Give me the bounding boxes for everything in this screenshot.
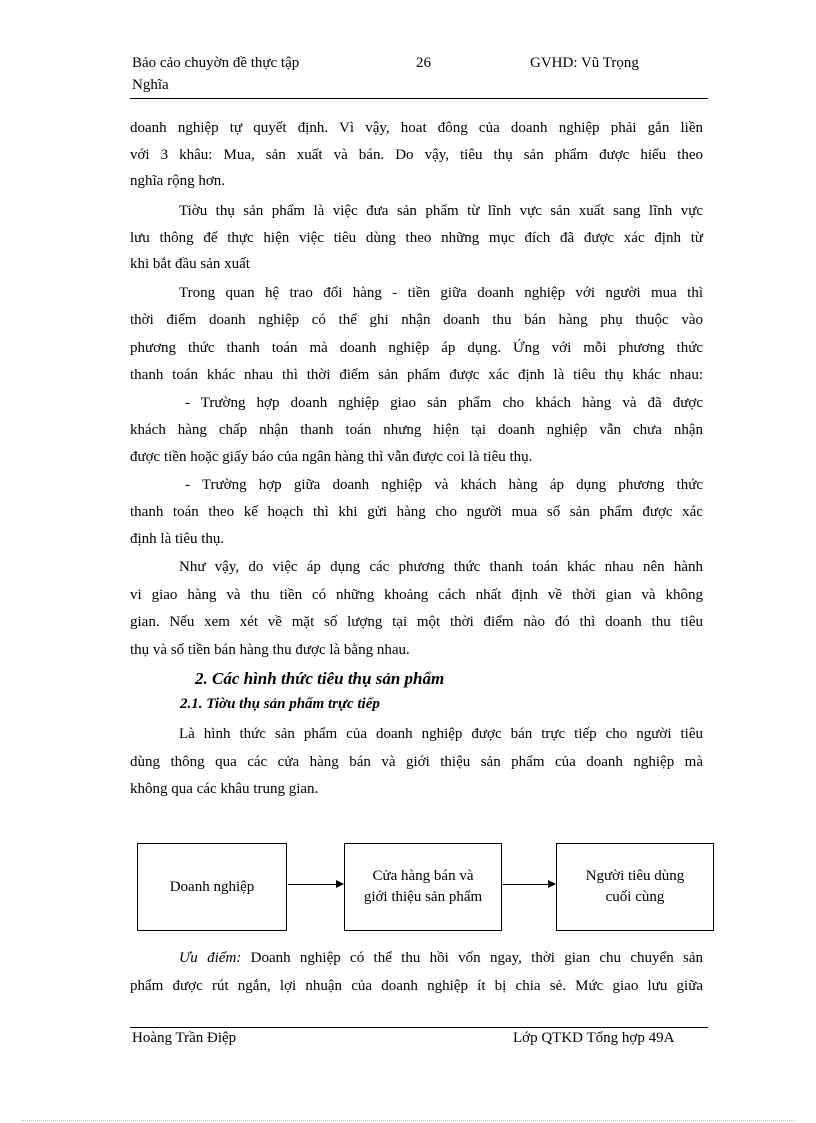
body-line: lưu thông để thực hiện việc tiêu dùng theo những mục đích đã được xác định từ [130, 230, 703, 246]
header-title-line2: Nghĩa [132, 77, 169, 93]
body-line: được tiền hoặc giấy báo của ngân hàng thì vẫn được coi là tiêu thụ. [130, 449, 533, 465]
body-line: Trong quan hệ trao đổi hàng - tiền giữa doanh nghiệp với người mua thì [179, 285, 703, 301]
diagram-arrow-2 [503, 884, 555, 885]
body-line: nghĩa rộng hơn. [130, 173, 226, 189]
diagram-box-consumer [556, 843, 714, 931]
footer-class: Lớp QTKD Tổng hợp 49A [513, 1030, 675, 1046]
body-line: phẩm được rút ngắn, lợi nhuận của doanh nghiệp ít bị chia sẻ. Mức giao lưu giữa [130, 978, 703, 994]
header-supervisor: GVHD: Vũ Trọng [530, 55, 639, 71]
body-line: Tiờu thụ sản phẩm là việc đưa sản phẩm từ lĩnh vực sản xuất sang lĩnh vực [179, 203, 703, 219]
diagram-box-store [344, 843, 502, 931]
page-number: 26 [416, 55, 431, 71]
section-heading: 2. Các hình thức tiêu thụ sản phẩm [195, 669, 445, 688]
body-line: thụ và số tiền bán hàng thu được là bằng nhau. [130, 642, 410, 658]
header-report-title [132, 52, 362, 96]
body-line: vi giao hàng và thu tiền có những khoảng cách nhất định về thời gian và không [130, 587, 703, 603]
advantages-line [179, 948, 703, 968]
body-line: khi bắt đầu sản xuất [130, 256, 250, 272]
diagram-arrow-1 [288, 884, 343, 885]
header-title-line1: Bảo cảo chuyờn đề thực tập [132, 55, 300, 71]
body-line: Là hình thức sản phẩm của doanh nghiệp được bán trực tiếp cho người tiêu [179, 726, 703, 742]
diagram-box-consumer-line1: Người tiêu dùng [585, 868, 685, 884]
body-line: thời điểm doanh nghiệp có thể ghi nhận doanh thu bán hàng phụ thuộc vào [130, 312, 703, 328]
body-line: phương thức thanh toán mà doanh nghiệp áp dụng. Ứng với mỗi phương thức [130, 340, 703, 356]
header-rule [130, 98, 708, 99]
diagram-box-consumer-line2: cuối cùng [605, 889, 665, 905]
body-line: thanh toán theo kế hoạch thì khi gửi hàng cho người mua số sản phẩm được xác [130, 504, 703, 520]
diagram-box-store-line1: Cửa hàng bán và [372, 868, 474, 884]
advantages-label: Ưu điểm: [179, 950, 242, 966]
body-line: thanh toán khác nhau thì thời điểm sản phẩm được xác định là tiêu thụ khác nhau: [130, 367, 703, 383]
subsection-heading: 2.1. Tiờu thụ sản phẩm trực tiếp [180, 696, 380, 712]
body-line: dùng thông qua các cửa hàng bán và giới thiệu sản phẩm của doanh nghiệp mà [130, 754, 703, 770]
body-line: định là tiêu thụ. [130, 531, 225, 547]
advantages-text: Doanh nghiệp có thể thu hồi vốn ngay, thời gian chu chuyển sản [250, 950, 704, 966]
body-line: doanh nghiệp tự quyết định. Vì vậy, hoat đông của doanh nghiệp phải gắn liền [130, 120, 703, 136]
body-line: Như vậy, do việc áp dụng các phương thức thanh toán khác nhau nên hành [179, 559, 703, 575]
footer-rule [130, 1027, 708, 1028]
body-line: - Trường hợp doanh nghiệp giao sản phẩm cho khách hàng và đã được [185, 395, 703, 411]
diagram-box-enterprise-label: Doanh nghiệp [169, 878, 255, 895]
body-line: không qua các khâu trung gian. [130, 781, 319, 797]
body-line: khách hàng chấp nhận thanh toán nhưng hiện tại doanh nghiệp vẫn chưa nhận [130, 422, 703, 438]
diagram-box-enterprise [137, 843, 287, 931]
diagram-box-store-line2: giới thiệu sản phẩm [363, 889, 483, 905]
page-bottom-dotted-border [22, 1120, 794, 1121]
body-line: gian. Nếu xem xét về mặt số lượng tại một thời điểm nào đó thì doanh thu tiêu [130, 614, 703, 630]
body-line: với 3 khâu: Mua, sản xuất và bán. Do vậy, tiêu thụ sản phẩm được hiểu theo [130, 147, 703, 163]
body-line: - Trường hợp giữa doanh nghiệp và khách hàng áp dụng phương thức [185, 477, 703, 493]
footer-author: Hoàng Trần Điệp [132, 1030, 237, 1046]
